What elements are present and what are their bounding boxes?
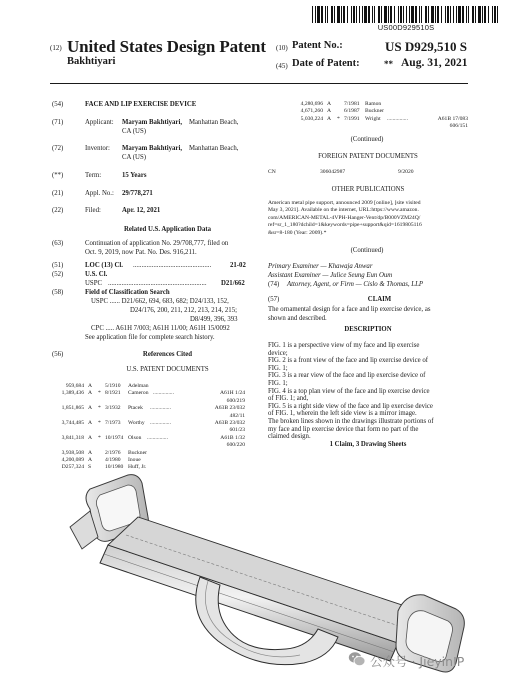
patent-no-label: Patent No.: xyxy=(292,40,343,51)
reference-cls: A61H 1/24 xyxy=(219,390,245,397)
date-of-patent-label: Date of Patent: xyxy=(292,58,360,69)
other-publication-line: ref=sr_1_180?dchild=1&keywords=pipe+support&qid=1619805116 xyxy=(268,222,422,229)
reference-num: 4,280,696 xyxy=(300,101,323,107)
description-line: FIG. 4 is a top plan view of the face and lip exercise device xyxy=(268,387,430,395)
applicant-location: Manhattan Beach, xyxy=(189,119,239,126)
reference-date: 10/1980 xyxy=(105,464,124,471)
reference-kind: A xyxy=(88,434,93,441)
foreign-number: 306042987 xyxy=(320,169,346,175)
reference-kind: A xyxy=(88,383,93,389)
barcode-number: US00D929510S xyxy=(377,23,435,32)
foreign-country: CN xyxy=(268,169,276,175)
reference-name: Ptacek xyxy=(128,405,143,412)
other-publication-line: May 3, 2021]. Available on the internet, URL:https://www.amazon. xyxy=(268,207,419,214)
header-rule xyxy=(50,83,468,84)
description-line: FIG. 1 is a perspective view of my face and lip exercise xyxy=(268,342,420,349)
reference-cls: 601/23 xyxy=(229,427,245,434)
reference-kind: A xyxy=(88,420,93,426)
filed-code: (22) xyxy=(52,207,64,214)
reference-star: * xyxy=(98,405,101,412)
reference-date: 6/1987 xyxy=(344,108,360,115)
other-publications-heading: OTHER PUBLICATIONS xyxy=(331,186,405,193)
field-line-3: D8/499, 396, 393 xyxy=(190,316,238,323)
reference-num: 959,684 xyxy=(65,383,84,389)
reference-kind: A xyxy=(327,101,332,107)
reference-num: 4,671,260 xyxy=(300,108,323,115)
loc-code: (51) xyxy=(52,262,64,269)
date-of-patent: Aug. 31, 2021 xyxy=(401,57,468,69)
reference-num: 3,841,318 xyxy=(61,434,84,441)
patent-number: US D929,510 S xyxy=(385,39,467,54)
filed-label: Filed: xyxy=(85,207,101,214)
wechat-icon xyxy=(348,650,366,668)
reference-cls: 600/220 xyxy=(226,442,245,449)
reference-name: Worthy xyxy=(128,420,145,426)
field-line-1: USPC ...... D21/662, 694, 683, 682; D24/133, 152, xyxy=(91,298,229,305)
reference-star: * xyxy=(337,115,340,122)
uscl-label: U.S. Cl. xyxy=(85,271,108,278)
term-code: (**) xyxy=(52,172,64,179)
description-line: FIG. 3 is a rear view of the face and lip exercise device of xyxy=(268,372,426,380)
applicant-label: Applicant: xyxy=(85,119,114,126)
date-mark: ** xyxy=(384,59,393,69)
applicant-country: CA (US) xyxy=(122,128,146,135)
reference-leader-dots: ............... xyxy=(147,434,168,441)
term-value: 15 Years xyxy=(122,172,147,179)
reference-leader-dots: ............... xyxy=(153,390,174,397)
description-line: my face and lip exercise device that form no part of the xyxy=(268,425,419,433)
claim-line-2: shown and described. xyxy=(268,315,327,322)
reference-cls: A63B 23/032 xyxy=(214,420,245,426)
header-inventor-surname: Bakhtiyari xyxy=(67,56,116,67)
field-code: (58) xyxy=(52,289,64,296)
reference-date: 8/1921 xyxy=(105,390,121,397)
uscl-code: (52) xyxy=(52,271,64,278)
description-line: The broken lines shown in the drawings illustrate portions of xyxy=(268,418,434,425)
continuation-line-2: Oct. 9, 2019, now Pat. No. Des. 916,211. xyxy=(85,249,197,256)
barcode xyxy=(312,6,500,23)
description-line: of FIG. 1, wherein the left side view is a mirror image. xyxy=(268,410,417,418)
reference-kind: S xyxy=(88,464,92,471)
reference-kind: A xyxy=(327,108,332,115)
reference-num: 3,744,485 xyxy=(61,420,84,426)
reference-cls: A61B 1/32 xyxy=(220,434,245,441)
reference-date: 7/1981 xyxy=(344,101,360,107)
description-line: FIG. 5 is a right side view of the face and lip exercise device xyxy=(268,402,433,410)
reference-num: D257,324 xyxy=(61,464,84,471)
reference-kind: A xyxy=(88,390,93,397)
other-publication-line: American metal pipe support, announced 2009 [online], [site visited xyxy=(268,200,421,206)
filed-date: Apr. 12, 2021 xyxy=(122,207,161,214)
description-line: FIG. 1; xyxy=(268,364,288,372)
device-main-bar xyxy=(100,517,420,661)
reference-leader-dots: ............... xyxy=(150,420,171,426)
other-publication-line: &sr=8-180 (Year: 2009).* xyxy=(268,229,327,236)
references-heading: References Cited xyxy=(142,351,193,358)
uspc-dots: .......................................................... xyxy=(108,280,207,287)
primary-examiner: Primary Examiner — Khawaja Anwar xyxy=(268,263,373,270)
reference-date: 2/1976 xyxy=(105,449,121,456)
continuation-line-1: Continuation of application No. 29/708,777, filed on xyxy=(85,240,229,247)
foreign-date: 9/2020 xyxy=(398,169,414,175)
references-code: (56) xyxy=(52,351,64,358)
attorney-code: (74) xyxy=(268,281,280,288)
applicant-name: Maryam Bakhtiyari, xyxy=(122,119,183,126)
continued-note-2: (Continued) xyxy=(350,247,384,254)
field-line-4: CPC ..... A61H 7/003; A61H 11/00; A61H 15/0092 xyxy=(91,325,230,332)
reference-name: Huff, Jr. xyxy=(128,464,147,471)
loc-value: 21-02 xyxy=(230,262,246,269)
reference-star: * xyxy=(98,390,101,397)
document-type-title: United States Design Patent xyxy=(67,37,266,56)
field-line-5: See application file for complete search history. xyxy=(85,334,215,341)
appl-code: (21) xyxy=(52,190,64,197)
reference-num: 1,851,865 xyxy=(61,405,84,412)
reference-kind: A xyxy=(88,457,93,463)
inventor-country: CA (US) xyxy=(122,154,146,161)
loc-label: LOC (13) Cl. xyxy=(85,262,123,269)
reference-name: Inoue xyxy=(128,457,141,463)
reference-num: 4,200,089 xyxy=(61,457,84,463)
header-code-10: (10) xyxy=(276,44,288,52)
field-line-2: D24/176, 200, 211, 212, 213, 214, 215; xyxy=(130,307,237,314)
reference-date: 3/1932 xyxy=(105,405,121,412)
reference-star: * xyxy=(98,434,101,441)
claim-heading: CLAIM xyxy=(367,296,392,303)
description-line: claimed design. xyxy=(268,433,311,441)
continuation-code: (63) xyxy=(52,240,64,247)
loc-dots: .............................................. xyxy=(133,262,212,269)
appl-number: 29/778,271 xyxy=(122,190,153,197)
continued-note: (Continued) xyxy=(350,136,384,143)
reference-date: 7/1991 xyxy=(344,115,360,122)
reference-name: Buckner xyxy=(365,108,384,115)
reference-date: 5/1910 xyxy=(105,383,121,389)
reference-cls: 600/219 xyxy=(226,397,245,404)
drawing-sheets-summary: 1 Claim, 3 Drawing Sheets xyxy=(329,441,407,448)
attorney: Attorney, Agent, or Firm — Cislo & Thomas, LLP xyxy=(287,281,424,288)
reference-num: 1,389,436 xyxy=(61,390,84,397)
reference-name: Ramon xyxy=(365,101,382,107)
description-line: of FIG. 1; and, xyxy=(268,395,309,403)
reference-kind: A xyxy=(88,449,93,456)
inventor-code: (72) xyxy=(52,145,64,152)
description-line: FIG. 1; xyxy=(268,380,288,387)
reference-cls: A63B 23/032 xyxy=(214,405,245,412)
header-code-12: (12) xyxy=(50,44,62,52)
reference-num: 5,030,224 xyxy=(300,115,323,122)
design-title: FACE AND LIP EXERCISE DEVICE xyxy=(85,101,197,108)
field-label: Field of Classification Search xyxy=(85,289,170,296)
uspc-value: D21/662 xyxy=(221,280,245,287)
claim-code: (57) xyxy=(268,296,280,303)
reference-name: Buckner xyxy=(128,449,147,456)
claim-line-1: The ornamental design for a face and lip exercise device, as xyxy=(268,306,431,313)
reference-cls: 482/11 xyxy=(229,412,245,419)
reference-cls: A61B 17/083 xyxy=(437,115,468,122)
reference-name: Olson xyxy=(128,434,142,441)
reference-leader-dots: ............... xyxy=(150,405,171,412)
watermark-text: 公众号 · JieyinIP xyxy=(370,654,465,669)
inventor-name: Maryam Bakhtiyari, xyxy=(122,145,183,152)
reference-kind: A xyxy=(327,115,332,122)
us-patent-docs-heading: U.S. PATENT DOCUMENTS xyxy=(126,366,209,373)
inventor-location: Manhattan Beach, xyxy=(189,145,239,152)
reference-date: 4/1980 xyxy=(105,457,121,463)
description-line: FIG. 2 is a front view of the face and lip exercise device of xyxy=(268,357,429,365)
applicant-code: (71) xyxy=(52,119,64,126)
reference-date: 7/1973 xyxy=(105,420,121,426)
reference-num: 3,938,508 xyxy=(61,449,84,456)
foreign-docs-heading: FOREIGN PATENT DOCUMENTS xyxy=(318,153,418,160)
reference-cls: 606/151 xyxy=(449,123,468,130)
description-line: device; xyxy=(268,349,288,357)
assistant-examiner: Assistant Examiner — Julice Seung Eun Oum xyxy=(268,272,393,279)
reference-leader-dots: ............... xyxy=(387,115,408,122)
reference-kind: A xyxy=(88,405,93,412)
reference-star: * xyxy=(98,420,101,426)
related-data-heading: Related U.S. Application Data xyxy=(123,226,212,233)
reference-name: Adelman xyxy=(128,383,149,389)
inventor-label: Inventor: xyxy=(85,145,110,152)
title-code: (54) xyxy=(52,101,64,108)
reference-name: Cameron xyxy=(128,390,149,397)
description-heading: DESCRIPTION xyxy=(344,326,392,333)
reference-date: 10/1974 xyxy=(105,434,124,441)
header-code-45: (45) xyxy=(276,62,288,70)
uspc-label: USPC xyxy=(85,280,103,287)
appl-label: Appl. No.: xyxy=(85,190,114,197)
reference-name: Wright xyxy=(365,115,381,122)
other-publication-line: com/AMERICAN-METAL-4VPH-Hanger-Vent/dp/B000VZM24Q/ xyxy=(268,214,421,221)
term-label: Term: xyxy=(85,172,102,179)
